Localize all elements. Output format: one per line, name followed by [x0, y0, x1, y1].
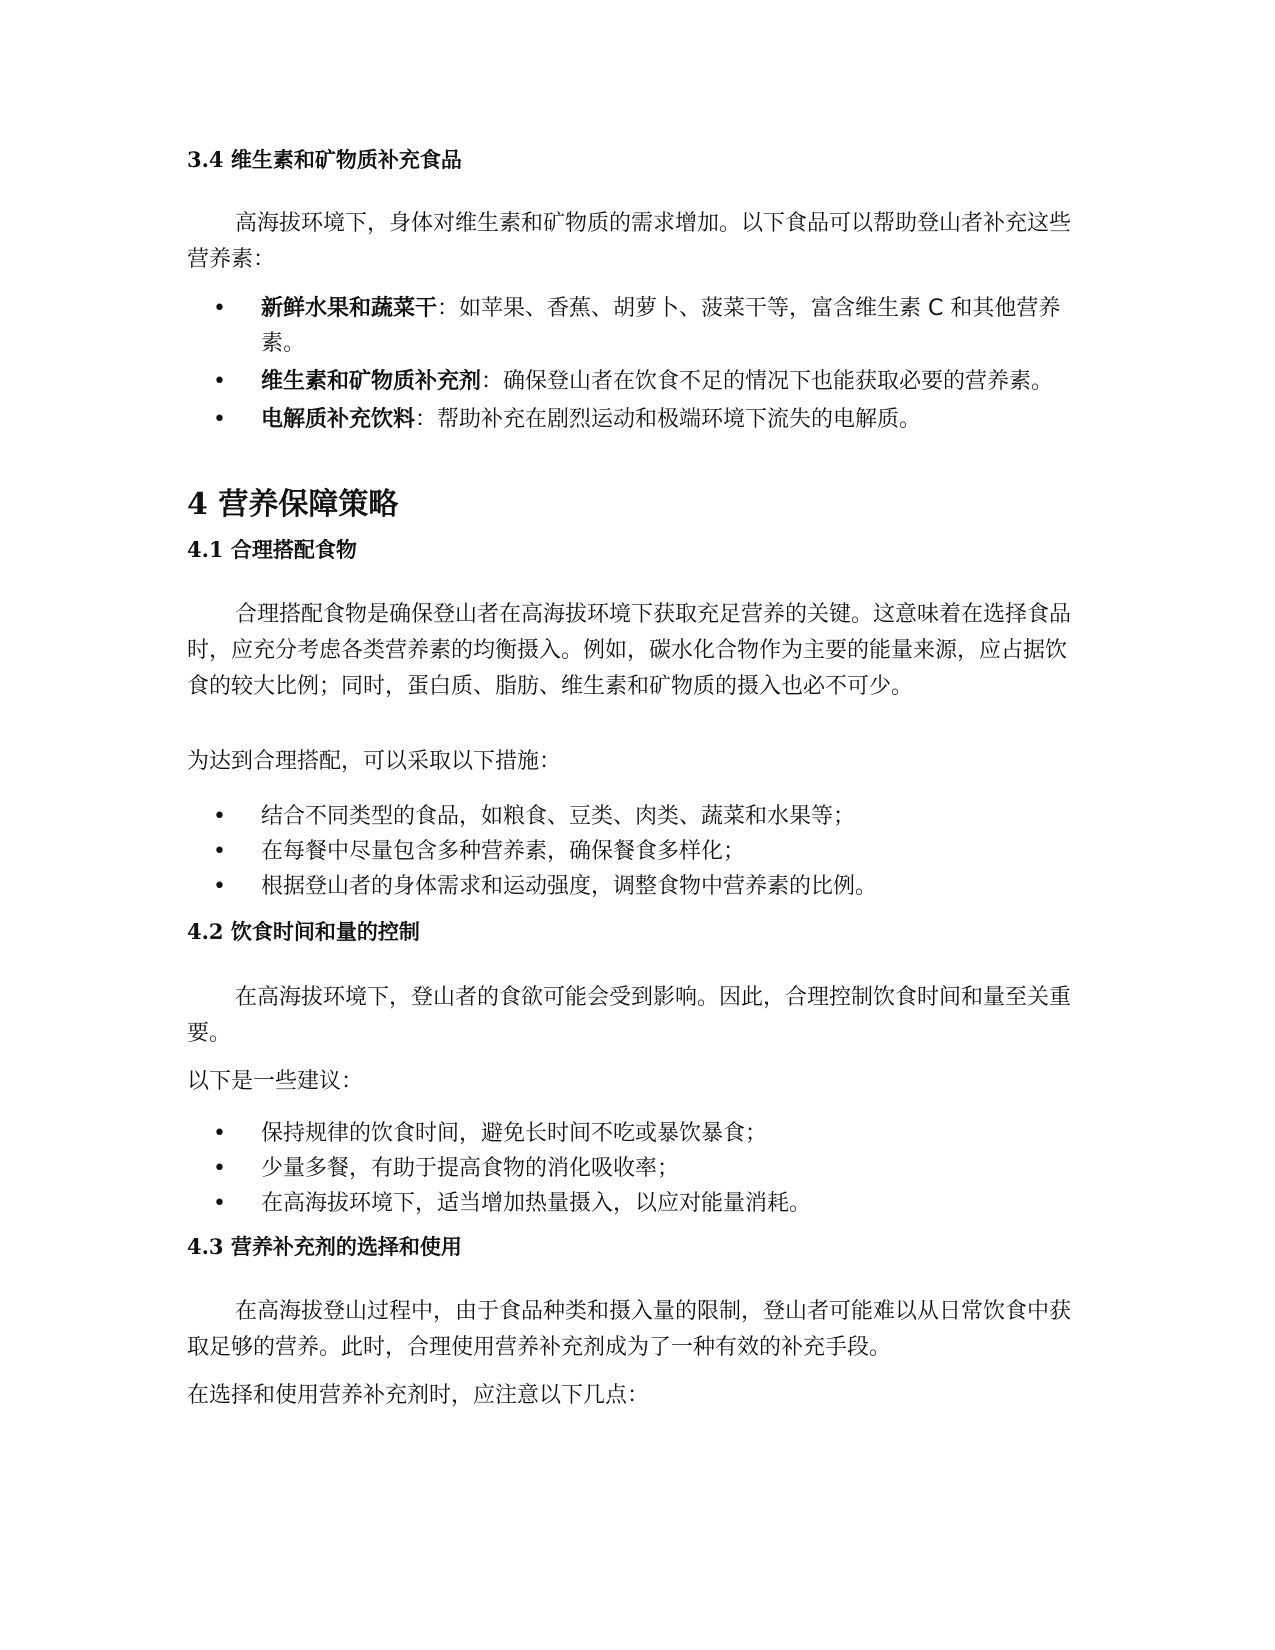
item-label: 新鲜水果和蔬菜干: [261, 296, 438, 321]
paragraph-4-2-intro: 在高海拔环境下，登山者的食欲可能会受到影响。因此，合理控制饮食时间和量至关重要。: [187, 985, 1072, 1046]
item-text: ：确保登山者在饮食不足的情况下也能获取必要的营养素。: [481, 369, 1054, 394]
item-text: 根据登山者的身体需求和运动强度，调整食物中营养素的比例。: [261, 874, 878, 899]
bullet-list-4-1: [187, 799, 1087, 904]
paragraph-4-1-intro: 合理搭配食物是确保登山者在高海拔环境下获取充足营养的关键。这意味着在选择食品时，应充分考虑各类营养素的均衡摄入。例如，碳水化合物作为主要的能量来源，应占据饮食的较大比例；同时，蛋白质、脂肪、维生素和矿物质的摄入也必不可少。: [187, 602, 1072, 699]
list-item: [187, 1151, 1087, 1186]
bullet-icon: •: [213, 369, 226, 394]
bullet-list-3-4: [187, 291, 1087, 440]
bullet-icon: •: [213, 1191, 226, 1216]
bullet-icon: •: [213, 407, 226, 432]
list-item: [187, 799, 1087, 834]
list-item: [187, 1116, 1087, 1151]
item-text: 保持规律的饮食时间，避免长时间不吃或暴饮暴食；: [261, 1121, 768, 1146]
section-heading-4-1: 4.1 合理搭配食物: [187, 537, 357, 562]
item-text: 在每餐中尽量包含多种营养素，确保餐食多样化；: [261, 839, 746, 864]
section-heading-4-3: 4.3 营养补充剂的选择和使用: [187, 1234, 462, 1259]
section-heading-3-4: 3.4 维生素和矿物质补充食品: [187, 147, 462, 172]
list-item: [187, 364, 1087, 399]
item-label: 维生素和矿物质补充剂: [261, 369, 482, 394]
item-label: 电解质补充饮料: [261, 407, 416, 432]
bullet-icon: •: [213, 1156, 226, 1181]
bullet-icon: •: [213, 839, 226, 864]
bullet-icon: •: [213, 1121, 226, 1146]
list-item: [187, 869, 1087, 904]
list-item: [187, 834, 1087, 869]
list-item: [187, 402, 1087, 437]
bullet-list-4-2: [187, 1116, 1087, 1221]
bullet-icon: •: [213, 296, 226, 321]
bullet-icon: •: [213, 804, 226, 829]
paragraph-4-1-lead: 为达到合理搭配，可以采取以下措施：: [187, 749, 562, 774]
paragraph-4-3-lead: 在选择和使用营养补充剂时，应注意以下几点：: [187, 1383, 650, 1408]
paragraph-4-3-intro: 在高海拔登山过程中，由于食品种类和摄入量的限制，登山者可能难以从日常饮食中获取足够的营养。此时，合理使用营养补充剂成为了一种有效的补充手段。: [187, 1299, 1072, 1360]
list-item: [187, 1186, 1087, 1221]
item-text: ：帮助补充在剧烈运动和极端环境下流失的电解质。: [415, 407, 922, 432]
item-text: ：如苹果、香蕉、胡萝卜、菠菜干等，富含维生素 C 和其他营养素。: [261, 296, 1061, 356]
list-item: [187, 291, 1087, 361]
item-text: 在高海拔环境下，适当增加热量摄入，以应对能量消耗。: [261, 1191, 812, 1216]
item-text: 少量多餐，有助于提高食物的消化吸收率；: [261, 1156, 680, 1181]
section-heading-4-2: 4.2 饮食时间和量的控制: [187, 919, 420, 944]
paragraph-4-2-lead: 以下是一些建议：: [187, 1069, 364, 1094]
section-heading-4: 4 营养保障策略: [187, 487, 399, 522]
paragraph-3-4-intro: 高海拔环境下，身体对维生素和矿物质的需求增加。以下食品可以帮助登山者补充这些营养素：: [187, 211, 1072, 272]
item-text: 结合不同类型的食品，如粮食、豆类、肉类、蔬菜和水果等；: [261, 804, 856, 829]
bullet-icon: •: [213, 874, 226, 899]
